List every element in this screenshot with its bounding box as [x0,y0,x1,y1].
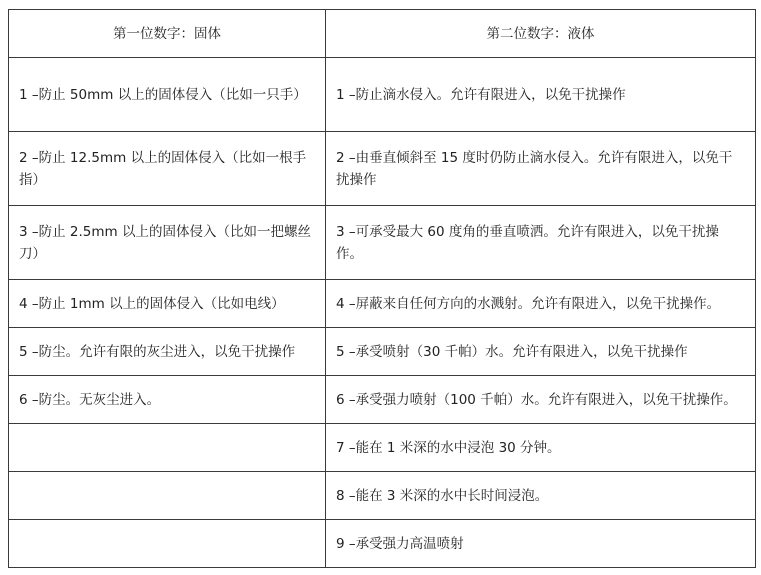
table-row [9,328,756,376]
header-solid: 第一位数字：固体 [9,10,326,58]
liquid-cell: 2 –由垂直倾斜至 15 度时仍防止滴水侵入。允许有限进入，以免干扰操作 [326,132,756,206]
solid-cell: 4 –防止 1mm 以上的固体侵入（比如电线） [9,280,326,328]
liquid-cell: 5 –承受喷射（30 千帕）水。允许有限进入，以免干扰操作 [326,328,756,376]
solid-cell: 6 –防尘。无灰尘进入。 [9,376,326,424]
solid-cell: 3 –防止 2.5mm 以上的固体侵入（比如一把螺丝刀） [9,206,326,280]
solid-cell-empty [9,520,326,568]
header-liquid: 第二位数字：液体 [326,10,756,58]
liquid-cell: 6 –承受强力喷射（100 千帕）水。允许有限进入，以免干扰操作。 [326,376,756,424]
solid-cell: 1 –防止 50mm 以上的固体侵入（比如一只手） [9,58,326,132]
table-row [9,376,756,424]
liquid-cell: 4 –屏蔽来自任何方向的水溅射。允许有限进入，以免干扰操作。 [326,280,756,328]
table-row [9,472,756,520]
liquid-cell: 3 –可承受最大 60 度角的垂直喷洒。允许有限进入，以免干扰操作。 [326,206,756,280]
liquid-cell: 7 –能在 1 米深的水中浸泡 30 分钟。 [326,424,756,472]
liquid-cell: 8 –能在 3 米深的水中长时间浸泡。 [326,472,756,520]
liquid-cell: 1 –防止滴水侵入。允许有限进入，以免干扰操作 [326,58,756,132]
table-row [9,520,756,568]
liquid-cell: 9 –承受强力高温喷射 [326,520,756,568]
solid-cell-empty [9,424,326,472]
ip-rating-table-container [8,9,755,568]
table-row [9,206,756,280]
table-row [9,424,756,472]
ip-rating-table [8,9,756,568]
table-row [9,58,756,132]
table-row [9,280,756,328]
solid-cell: 2 –防止 12.5mm 以上的固体侵入（比如一根手指） [9,132,326,206]
solid-cell: 5 –防尘。允许有限的灰尘进入，以免干扰操作 [9,328,326,376]
solid-cell-empty [9,472,326,520]
table-header-row [9,10,756,58]
table-row [9,132,756,206]
